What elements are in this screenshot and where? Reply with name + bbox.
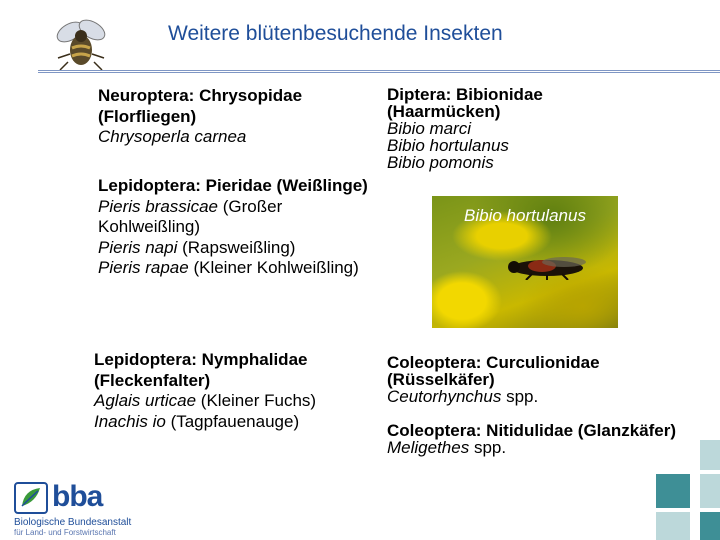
decor-square — [656, 512, 690, 540]
species-line — [387, 388, 677, 405]
decor-square — [700, 474, 720, 508]
title-divider — [38, 70, 720, 73]
species-common: (Großer Kohlweißling) — [98, 196, 283, 236]
species-common: spp. — [506, 387, 539, 406]
group-chrysopidae — [98, 86, 368, 148]
group-heading: Lepidoptera: Nymphalidae (Fleckenfalter) — [94, 350, 308, 390]
species-latin: Pieris napi — [98, 237, 178, 257]
page-title: Weitere blütenbesuchende Insekten — [168, 22, 503, 45]
fly-illustration — [502, 254, 592, 280]
species-latin: Aglais urticae — [94, 391, 197, 410]
species-line — [387, 439, 677, 456]
photo-caption: Bibio hortulanus — [464, 206, 586, 225]
species-line — [94, 412, 394, 433]
species-latin: Bibio marci — [387, 119, 472, 138]
species-latin: Bibio hortulanus — [387, 136, 509, 155]
species-common: (Kleiner Fuchs) — [200, 391, 317, 410]
bba-leaf-icon — [14, 482, 48, 514]
species-common: (Kleiner Kohlweißling) — [193, 258, 359, 277]
bee-illustration — [48, 16, 110, 74]
decor-square — [700, 512, 720, 540]
species-line — [98, 258, 368, 279]
species-latin: Pieris brassicae — [98, 196, 218, 216]
species-latin: Bibio pomonis — [387, 153, 494, 172]
species-line — [98, 197, 368, 238]
bba-logo — [14, 480, 144, 536]
logo-line1: Biologische Bundesanstalt — [14, 517, 132, 528]
species-common: (Tagpfauenauge) — [170, 411, 300, 431]
species-common: spp. — [473, 438, 507, 457]
group-heading: Neuroptera: Chrysopidae (Florfliegen) — [98, 86, 303, 126]
species-latin: Inachis io — [94, 411, 166, 431]
species-latin: Chrysoperla carnea — [98, 127, 247, 146]
bibio-photo — [432, 196, 618, 328]
group-pieridae — [98, 176, 368, 279]
group-curculionidae — [387, 354, 677, 405]
species-latin: Meligethes — [387, 438, 470, 457]
decor-square — [656, 474, 690, 508]
group-heading: Lepidoptera: Pieridae (Weißlinge) — [98, 176, 368, 195]
logo-wordmark: bba — [52, 480, 103, 513]
group-nymphalidae — [94, 350, 394, 432]
logo-line2: für Land- und Forstwirtschaft — [14, 528, 116, 537]
species-line — [94, 391, 394, 412]
group-heading: Coleoptera: Nitidulidae (Glanzkäfer) — [387, 421, 677, 440]
species-common: (Rapsweißling) — [182, 237, 296, 257]
group-bibionidae — [387, 86, 587, 171]
group-nitidulidae — [387, 422, 677, 456]
group-heading: Diptera: Bibionidae (Haarmücken) — [387, 85, 543, 121]
group-heading: Coleoptera: Curculionidae (Rüsselkäfer) — [387, 353, 600, 389]
species-latin: Pieris rapae — [98, 258, 189, 277]
species-line — [98, 238, 368, 259]
decor-square — [700, 440, 720, 470]
species-latin: Ceutorhynchus — [387, 387, 502, 406]
